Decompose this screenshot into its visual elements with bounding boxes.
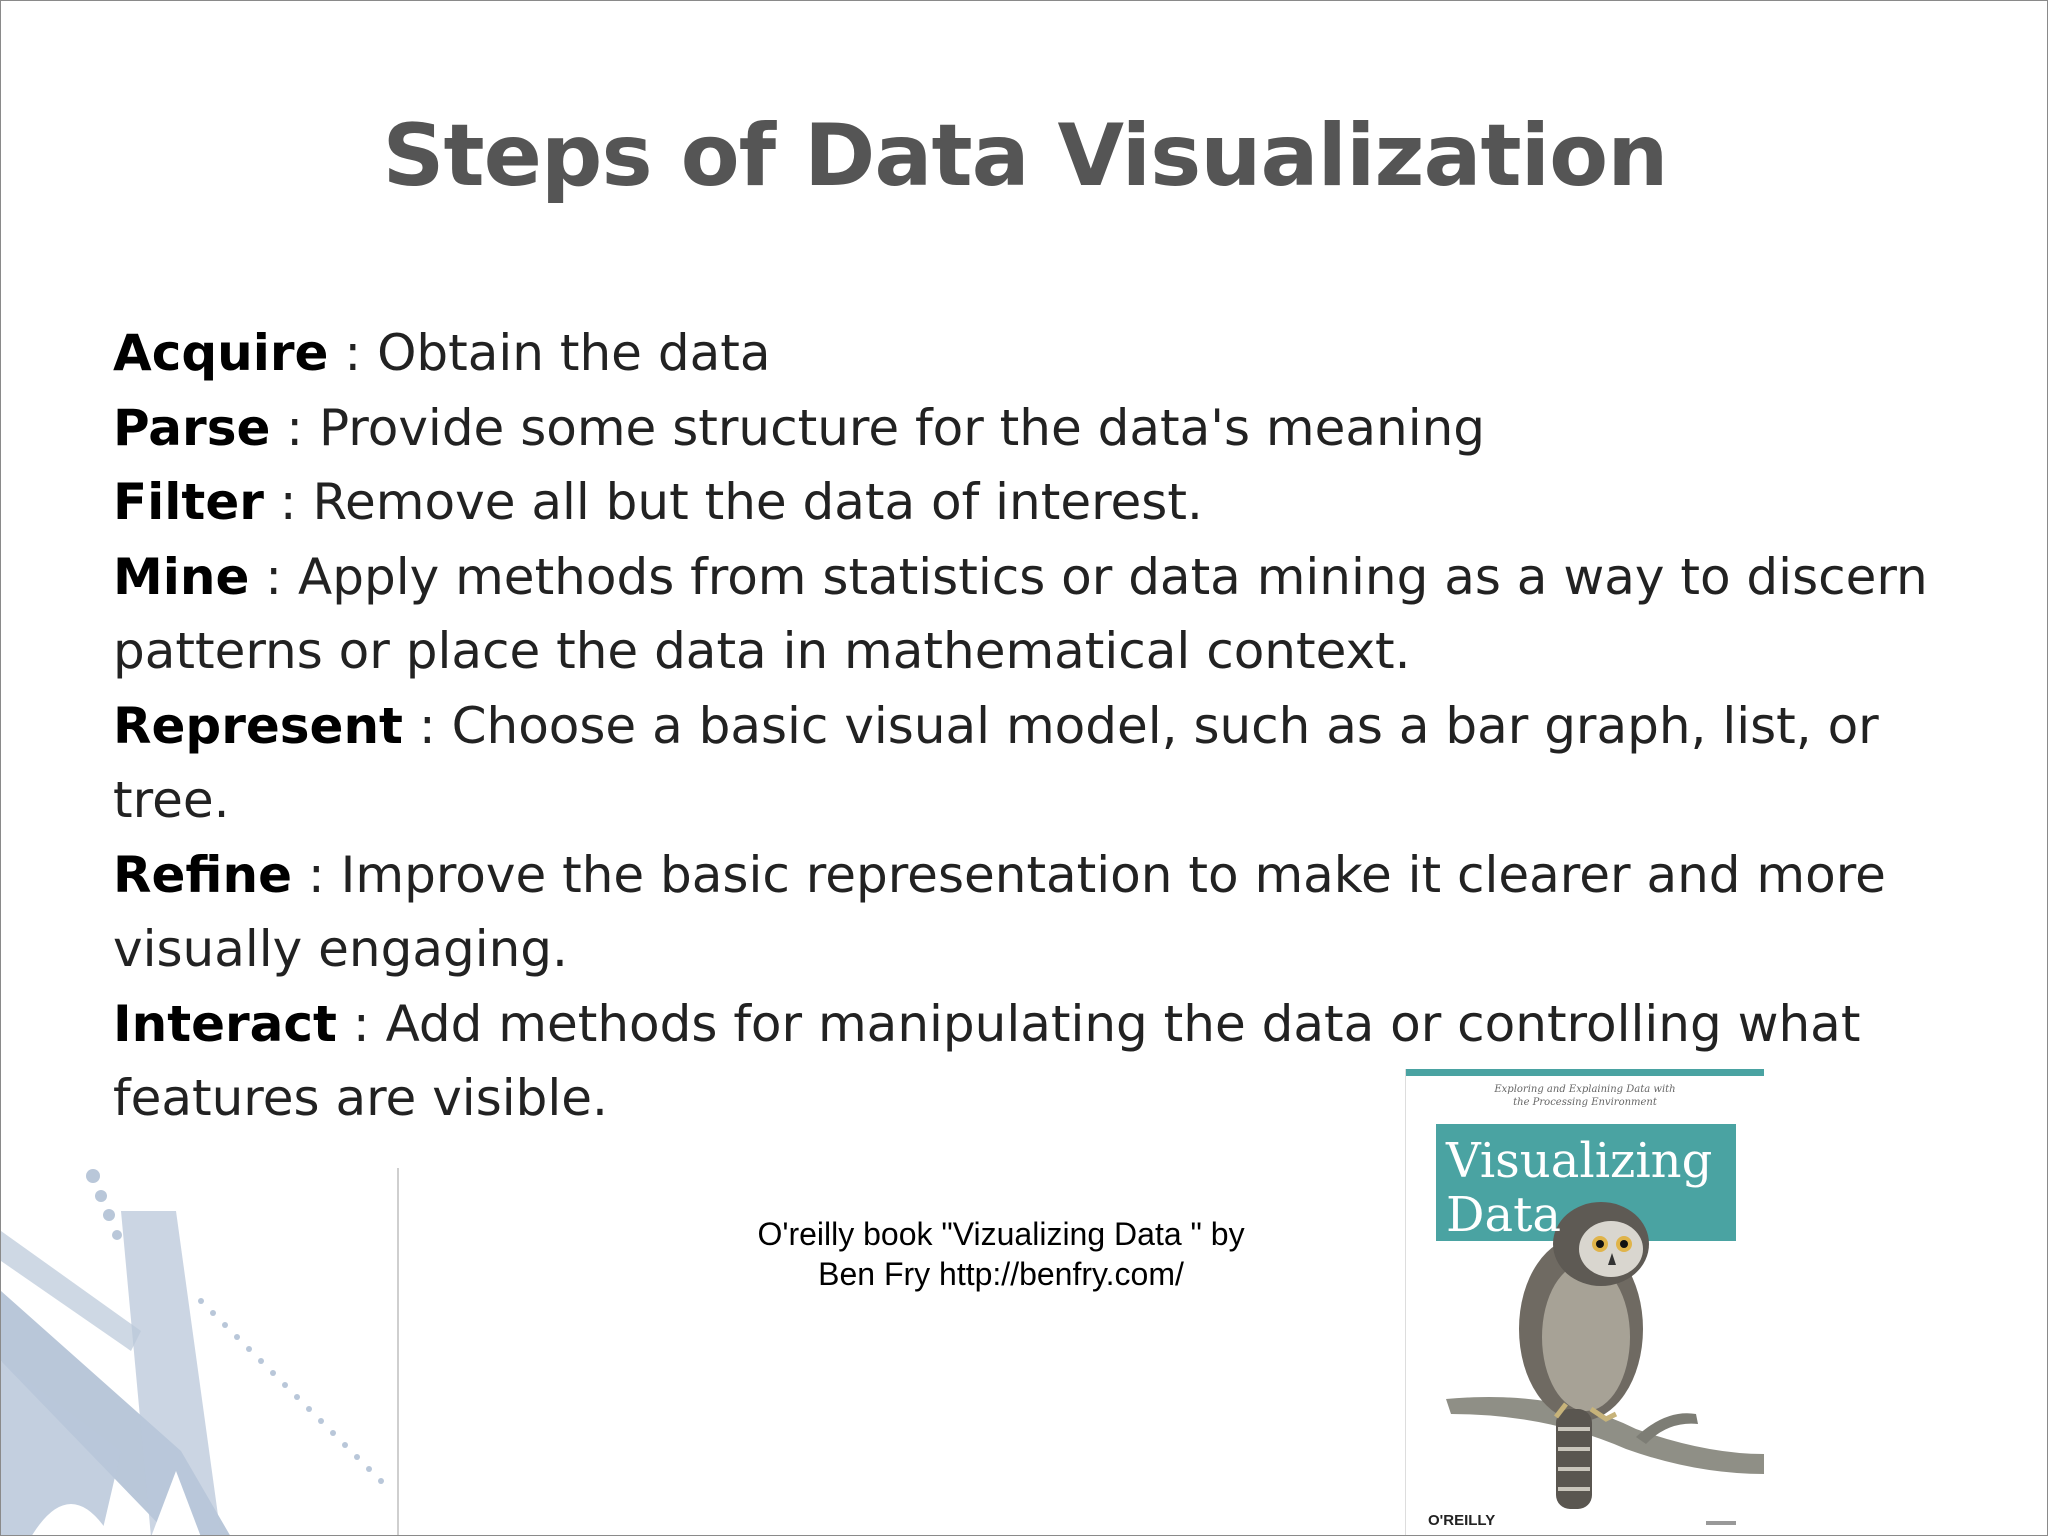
step-refine <box>113 838 1973 987</box>
step-mine <box>113 540 1973 689</box>
step-separator: : <box>249 547 299 606</box>
step-separator: : <box>291 845 341 904</box>
step-term: Filter <box>113 473 264 531</box>
step-term: Interact <box>113 994 337 1053</box>
book-subtitle-line-1: Exploring and Explaining Data with <box>1494 1084 1676 1095</box>
step-description: Improve the basic representation to make it clearer and more visually engaging. <box>113 845 1886 978</box>
step-separator: : <box>328 324 378 382</box>
step-description: Add methods for manipulating the data or controlling what features are visible. <box>113 994 1861 1127</box>
book-title: Visualizing Data <box>1446 1133 1713 1243</box>
step-parse <box>113 391 1973 466</box>
step-term: Refine <box>113 845 292 904</box>
step-description: Remove all but the data of interest. <box>312 473 1203 531</box>
step-term: Acquire <box>113 324 329 382</box>
book-caption <box>701 1214 1301 1294</box>
book-publisher: O'REILLY <box>1428 1512 1496 1529</box>
bridge-decoration <box>1 1151 401 1536</box>
step-represent <box>113 689 1973 838</box>
step-separator: : <box>336 994 386 1053</box>
steps-list <box>113 316 1973 1136</box>
step-description: Obtain the data <box>377 324 771 382</box>
step-term: Mine <box>113 547 250 606</box>
vertical-divider <box>397 1168 399 1536</box>
caption-line-2: Ben Fry http://benfry.com/ <box>818 1256 1184 1292</box>
slide-title: Steps of Data Visualization <box>382 106 1668 206</box>
step-term: Parse <box>113 398 271 457</box>
book-subtitle-line-2: the Processing Environment <box>1513 1097 1657 1108</box>
step-separator: : <box>402 696 452 755</box>
step-separator: : <box>263 473 313 531</box>
step-description: Apply methods from statistics or data mining as a way to discern patterns or place the data in mathematical context. <box>113 547 1928 680</box>
book-cover-image <box>1405 1069 1764 1536</box>
step-description: Provide some structure for the data's meaning <box>319 398 1486 457</box>
caption-line-1: O'reilly book "Vizualizing Data " by <box>757 1216 1245 1252</box>
step-filter <box>113 465 1973 540</box>
step-separator: : <box>270 398 320 457</box>
book-subtitle <box>1406 1083 1764 1109</box>
step-acquire <box>113 316 1973 391</box>
step-description: Choose a basic visual model, such as a bar graph, list, or tree. <box>113 696 1879 829</box>
step-term: Represent <box>113 696 403 755</box>
